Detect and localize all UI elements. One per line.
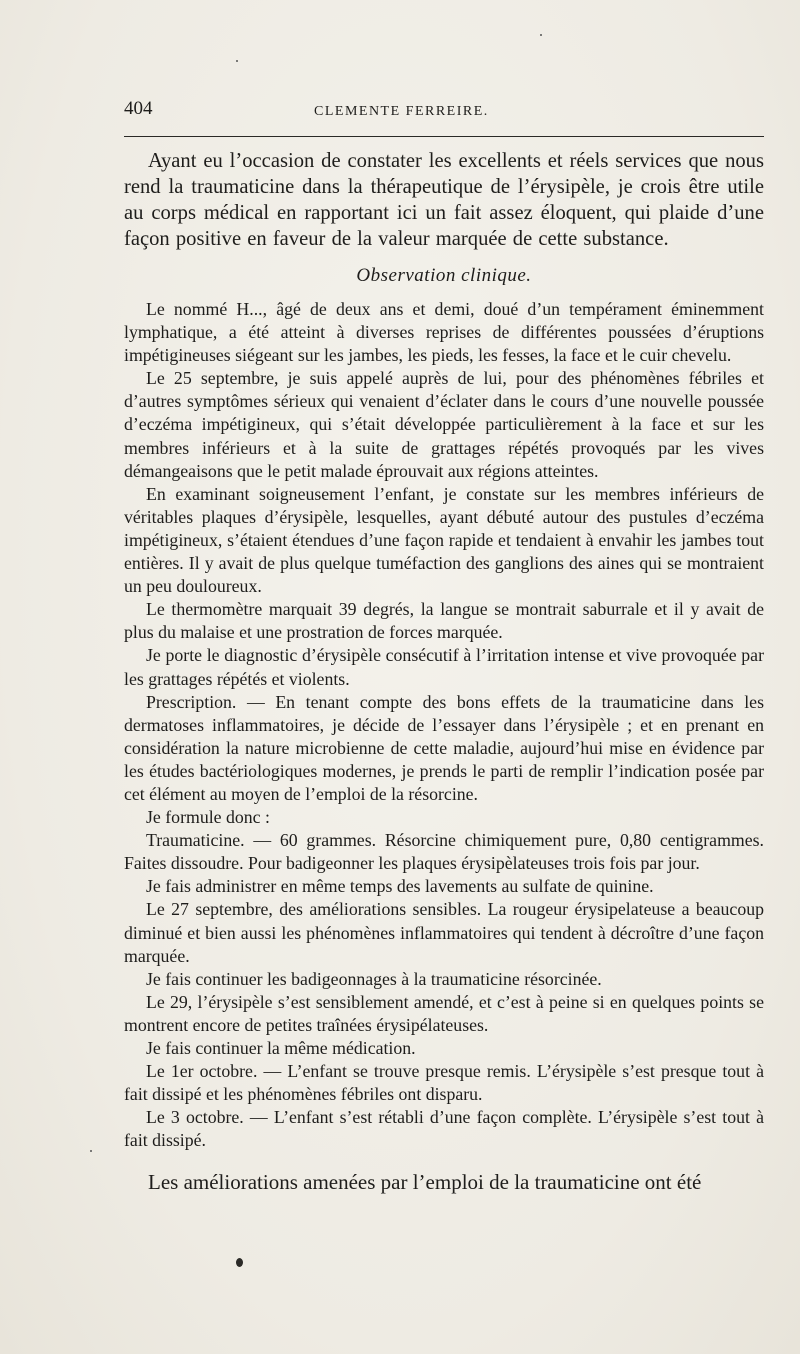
section-title: Observation clinique. (356, 265, 532, 286)
running-head (124, 98, 764, 124)
paragraph-prescription: Prescription. — En tenant compte des bons effets de la traumaticine dans les dermatoses inflammatoires, je décide de l’essayer dans l’érysipèle ; et en prenant en considération la nature microbienne de cette maladie, aujourd’hui mise en évidence par les études bactériologiques modernes, je prends le parti de remplir l’indication posée par cet élément au moyen de l’emploi de la résorcine. (124, 691, 764, 804)
paragraph-25-september: Le 25 septembre, je suis appelé auprès de lui, pour des phénomènes fébriles et d’autres symptômes sérieux qui venaient d’éclater dans le cours d’une nouvelle poussée d’eczéma impétigineux, qui s’était développée particulièrement à la face et sur les membres inférieurs et à la suite de grattages répétés provoqués par les vives démangeaisons que le petit malade éprouvait aux régions atteintes. (124, 368, 764, 481)
paragraph-27-september: Le 27 septembre, des améliorations sensibles. La rougeur érysipelateuse a beaucoup diminué et bien aussi les phénomènes inflammatoires qui tendent à décroître d’une façon marquée. (124, 899, 764, 966)
paragraph-3-october: Le 3 octobre. — L’enfant s’est rétabli d’une façon complète. L’érysipèle s’est tout à fait dissipé. (124, 1107, 764, 1151)
paragraph-quinine: Je fais administrer en même temps des lavements au sulfate de quinine. (146, 876, 654, 897)
paper-speck (236, 60, 238, 62)
header-rule (124, 136, 764, 137)
paragraph-formula: Traumaticine. — 60 grammes. Résorcine chimiquement pure, 0,80 centigrammes. Faites dissoudre. Pour badigeonner les plaques érysipèlateuses trois fois par jour. (124, 830, 764, 874)
ink-dot-mark (236, 1258, 243, 1267)
paragraph-continue-badigeonnages: Je fais continuer les badigeonnages à la traumaticine résorcinée. (146, 968, 602, 989)
paragraph-1-october: Le 1er octobre. — L’enfant se trouve presque remis. L’érysipèle s’est presque tout à fait dissipé et les phénomènes fébriles ont disparu. (124, 1061, 764, 1105)
page-body (124, 148, 764, 1196)
intro-paragraph: Ayant eu l’occasion de constater les excellents et réels services que nous rend la traumaticine dans la thérapeutique de l’érysipèle, je crois être utile au corps médical en rapportant ici un fait assez éloquent, qui plaide d’une façon positive en faveur de la valeur marquée de cette substance. (124, 150, 764, 250)
paragraph-case-history: Le nommé H..., âgé de deux ans et demi, doué d’un tempérament éminemment lymphatique, a été atteint à diverses reprises de différentes poussées d’éruptions impétigineuses siégeant sur les jambes, les pieds, les fesses, la face et le cuir chevelu. (124, 299, 764, 366)
paragraph-formula-intro: Je formule donc : (146, 807, 270, 828)
paragraph-diagnosis: Je porte le diagnostic d’érysipèle consécutif à l’irritation intense et vive provoquée par les grattages répétés et violents. (124, 645, 764, 689)
final-line: Les améliorations amenées par l’emploi de la traumaticine ont été (148, 1170, 702, 1195)
paragraph-29-september: Le 29, l’érysipèle s’est sensiblement amendé, et c’est à peine si en quelques points se montrent encore de petites traînées érysipélateuses. (124, 991, 764, 1035)
paper-speck (540, 34, 542, 36)
page-number: 404 (124, 98, 153, 119)
paragraph-thermometer: Le thermomètre marquait 39 degrés, la langue se montrait saburrale et il y avait de plus du malaise et une prostration de forces marquée. (124, 599, 764, 643)
paragraph-examination: En examinant soigneusement l’enfant, je constate sur les membres inférieurs de véritables plaques d’érysipèle, lesquelles, ayant débuté autour des pustules d’eczéma impétigineux, s’étaient étendues d’une façon rapide et tendaient à envahir les jambes tout entières. Il y avait de plus quelque tuméfaction des ganglions des aines qui se montraient un peu douloureux. (124, 483, 764, 597)
paragraph-same-medication: Je fais continuer la même médication. (146, 1038, 416, 1058)
running-head-title: CLEMENTE FERREIRE. (314, 104, 489, 119)
paper-speck (90, 1150, 92, 1152)
